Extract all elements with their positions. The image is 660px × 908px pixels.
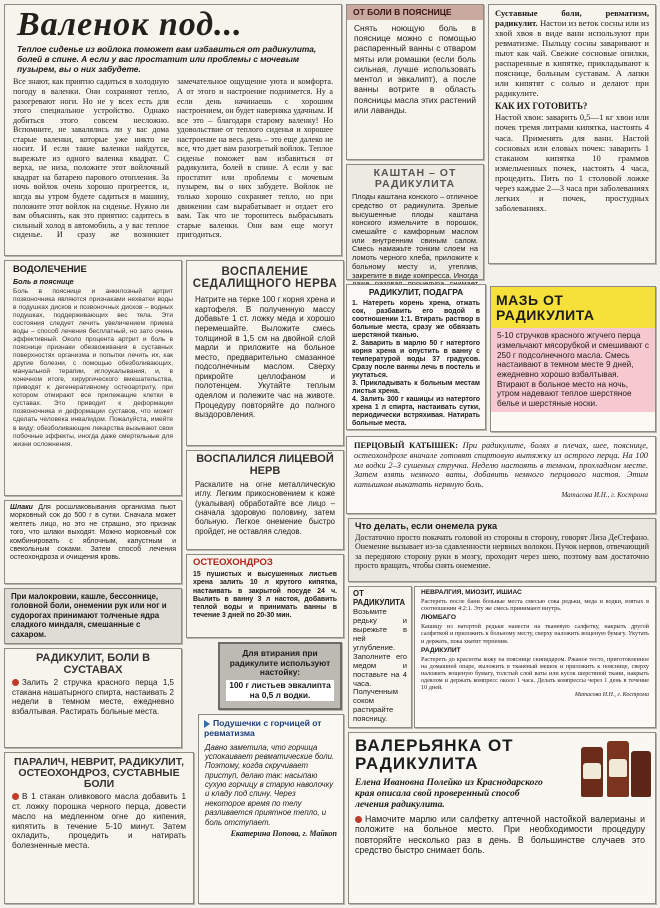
article-licevoy [186,450,344,550]
vertikal-title: ОТ РАДИКУЛИТА [353,589,406,607]
vtiranie-body: Для втирания при радикулите используют настойку: [229,648,331,678]
podagra-item: 1. Натереть корень хрена, отжать сок, разбавить его водой в соотношении 1:1. Втирать раствор в больные места, сразу же обвязать шерстяной тканью. [352,299,480,339]
nevralgia-body2: Кашицу из натертой редьки нанести на тканевую салфетку, накрыть другой салфеткой и приложить к больному месту, сверху наложить вощеную бумагу. Укутать и держать, пока хватит терпения. [421,623,649,645]
podushechki-signature: Екатерина Попова, г. Майкоп [230,828,337,838]
valeriana-body: Намочите марлю или салфетку аптечной настойкой валерианы и положите на больное место. При необходимости процедуру повторяйте несколько раз в день. В большинстве случаев это средство быстро снимает боль. [355,813,645,856]
podagra-title: РАДИКУЛИТ, ПОДАГРА [368,287,464,297]
malokrovie-body: При малокровии, кашле, бессоннице, головной боли, онемении рук или ног и судорогах принимают толченые ядра сладкого миндаля, смешанные с сахаром. [11,592,167,639]
vertikal-body: Возьмите редьку и вырежьте в ней углубление. Заполните его медом и поставьте на 4 часа. Полученным соком растирайте поясницу. [353,606,407,724]
osteo-title: ОСТЕОХОНДРОЗ [193,557,273,568]
paralich-title: ПАРАЛИЧ, НЕВРИТ, РАДИКУЛИТ, ОСТЕОХОНДРОЗ, СУСТАВНЫЕ БОЛИ [13,756,185,791]
article-sedalish [186,260,344,446]
bottle-icon [583,763,601,779]
sedalish-body: Натрите на терке 100 г корня хрена и картофеля. В полученную массу добавьте 1 ст. ложку меда и хорошо перемешайте. Выложите смесь толщиной в 1,5 см на двойной слой марли и приложите на больное место, предварительно смазанное подсолнечным маслом. Сверху прикройте целлофаном и полотенцем. Укутайте теплым одеялом и полежите час на животе. Процедуру повторяйте до полного выздоровления. [195,295,335,420]
kashtan-body: Плоды каштана конского – отличное средство от радикулита. Зрелые высушенные плоды каштана конского измельчите в порошок, смешайте с камфорным маслом или внутренним свиным салом. Смесь намажьте тонким слоем на ломоть черного хлеба, приложите к больному месту и, утеплив, закрепите в виде компресса. Иногда [352,192,478,280]
vodolechenie-body: Боль в пояснице и анкилозный артрит позвоночника являются признаками нехватки воды в подушках дисков и позвоночных дисков – водных подушках, поддерживающих вес тела. Эти состояния следует лечить увеличением приема воды – способ лечения бесплатный, но зато очень эффективный. Около процента артрит и боль в пояснице признаки обезвоживания в суставных поверхностях организма и попытки лечить их, как другие болезни, с помощью обезболивающих, мануальной терапии, иглоукалывания, и, в конечном итоге, хирургического вмешательства, приводят к дегенеративному остеоартриту, при котором отмирают все прилежащие клетки в суставах. Это приводит к деформации позвоночника и деформации суставов, что может сделать человека инвалидом. Пожалуйста, имейте в виду: обезболивающие лекарства вызывают свои побочные эффекты, иногда даже смертельные для жизни осложнения. [13,287,173,448]
article-podushechki [198,714,344,904]
article-shlaki [4,500,182,584]
podagra-item: 4. Залить 300 г кашицы из натертого хрена 1 л спирта, настаивать сутки, периодически встряхивая. Натирать больные места. [352,395,480,427]
article-onemela [348,518,656,582]
article-vtiranie [218,642,342,710]
article-malokrovie [4,588,182,644]
paralich-body: В 1 стакан оливкового масла добавить 1 ст. ложку порошка черного перца, довести масло на медленном огне до кипения, кипятить в течение 5-10 минут. Затем охладить, процедить и натирать болезненные места. [12,792,186,851]
bullet-dot-icon [12,793,19,800]
bottle-icon [609,759,627,777]
nevralgia-title3: РАДИКУЛИТ [421,646,461,654]
sosny-body: Снять ноющую боль в пояснице можно с помощью распаренный ванны с отваром мяты или ромашки (если боль сильная, лучше использовать ментол и эвкалипт), а после ванны вотрите в область поясницы масла этих растений или лаванды. [354,22,476,115]
maz-body: 5-10 стручков красного жгучего перца измельчают мясорубкой и смешивают с 250 г подсолнечного масла. Смесь настаивают в темном месте 9 дней, ежедневно хорошо взбалтывая. Втирают в больное место на ночь, утром надевают теплое шерстяное белье и шерстяные носки. [497,331,649,409]
nevralgia-title2: ЛЮМБАГО [421,614,456,622]
sustav-title: Суставные боли, ревматизм, радикулит. [495,8,649,29]
bullet-dot-icon [12,679,19,686]
article-valeriana [348,732,656,904]
article-osteo [186,554,344,638]
onemela-title: Что делать, если онемела рука [355,521,498,531]
perets-title: ПЕРЦОВЫЙ КАТЫШЕК: [354,441,458,450]
nevralgia-body3: Растереть до красноты кожу на пояснице скипидаром. Ржаное тесто, приготовленное на домашней опаре, выложить в тканевый мешок и приложить к пояснице, сверху наложить вощеную бумагу, толстый слой ваты или кусок шерстяной ткани, накрыть одеялом и держать компресс около 1 часа. Делать компрессы через 1 день в течение 10 дней. [421,655,649,692]
sustav-body2: Настой хвои: заварить 0,5—1 кг хвои или почек тремя литрами кипятка, настоять 4 часа. Применять для ванн. Настой сосновых или еловых почек: заварить 1 стаканом кипятка 10 граммов измельченных почек, настоять 4 часа, процедить. Пить по 1 столовой ложке через каждые 2—3 часа при заболеваниях легких и почек, простудных заболеваниях. [495,112,649,213]
bullet-dot-icon [355,816,362,823]
perets-signature: Матасова И.Н., г. Кострома [561,491,648,500]
maz-title: МАЗЬ ОТ РАДИКУЛИТА [491,287,655,328]
article-sustavy [4,648,182,748]
bottles-image [575,737,653,799]
valenok-body: Все знают, как приятно садиться в холодную погоду в валенки. Они сохраняют тепло, разогревают ноги. Но не у всех есть для этого специальное устройство. Однако добиться этого совсем несложно. Вспомните, не завалялись ли у вас дома старые валенки, которые уже никто не носит. И если такие валенки найдутся, вырежьте из одного валенка квадрат. С верха, не низа, положите этот войлочный квадрат на батарею парового отопления. За ночь войлок очень хорошо прогреется, и, когда вы утром будете садиться в машину, положите этот войлок на сиденье. Нужно ли вам объяснять, как это приятно: садитесь в сильный холод в автомобиль, а у вас теплое сиденье. И сразу же возникнет замечательное ощущение уюта и комфорта. А от этого и настроение поднимется. Ну а если день начинаешь с хорошим настроением, он будет наверняка удачным. И все это – благодаря старому валенку! Но удовольствие от теплого сиденья и хорошее настроение на весь день – это еще далеко не все, что дает вам разогретый войлок. Теплое сиденье поможет вам избавиться от радикулита, болей в спине. А если у вас простатит или проблемы с мочевым пузырем, вы о них забудете. Войлок не только хорошо сохраняет тепло, но при движении сам вырабатывает и отдает его вам. Так что не торопитесь выбрасывать старые валенки. Они вам еще могут пригодиться. [13,77,333,240]
article-perets [346,436,656,514]
bottle-icon [631,751,651,797]
shlaki-body: Для росшлаковывания организма пьют морковный сок до 500 г в сутки. Сначала может желтеть лицо, но это не страшно, это признак того, что шлаки выходят. Можно морковный сок комбинировать с яблочным, капустным и свекольным соками. Затем способ лечения остеохондроза и очищения кровь. [10,504,176,562]
kashtan-title: КАШТАН – ОТ РАДИКУЛИТА [373,167,457,191]
valeriana-lead: Елена Ивановна Полейко из Краснодарского края описала свой проверенный способ лечения радикулита. [355,776,543,810]
valenok-lead: Теплое сиденье из войлока поможет вам избавиться от радикулита, болей в спине. А если у вас простатит или проблемы с мочевым пузырем, вы о них забудете. [17,43,317,74]
sosny-title: ОТ БОЛИ В ПОЯСНИЦЕ [347,5,483,20]
sustavy-title: РАДИКУЛИТ, БОЛИ В СУСТАВАХ [35,652,151,676]
nevralgia-signature: Матасова И.Н., г. Кострома [574,691,649,698]
onemela-body: Достаточно просто покачать головой из стороны в сторону, говорят Лиза ДеСтефано. Онемение вызывает из-за сдавленности нервных волокон. Пучок нервов, отвечающий за переднюю сторону руки в мозгу, проходит через шею, поэтому вам достаточно просто вращать, чтобы снять онемение. [355,533,649,570]
nevralgia-title: НЕВРАЛГИЯ, МИОЗИТ, ИШИАС [421,589,522,596]
article-valenok [4,4,342,256]
article-vertikal [348,586,412,728]
podagra-item: 2. Заварить в марлю 50 г натертого корня хрена и опустить в ванну с температурой воды 37 градусов. Сразу после ванны лечь в постель и укутаться. [352,339,480,379]
sustavy-body: Залить 2 стручка красного перца 1,5 стакана нашатырного спирта, настаивать 2 недели в темном месте, ежедневно взбалтывая. Растирать больные места. [12,678,174,716]
article-kashtan [346,164,484,280]
vtiranie-highlight: 100 г листьев эвкалипта на 0,5 л водки. [226,680,334,701]
article-podagra [346,284,486,430]
sustav-body1: Настои из веток сосны или из хвой хвоя в виде ванн используют при ревматизме. Пыльцу сосны заваривают и пьют как чай. Свежие сосновые опилки, распаренные в кипятке, прикладывают к пояснице, больным суставам. А лапки или кипятят с солью и делают при радикулите. [495,18,649,99]
arrow-bullet-icon [204,720,210,728]
licevoy-title: ВОСПАЛИЛСЯ ЛИЦЕВОЙ НЕРВ [196,453,334,477]
valenok-title: Валенок под... [17,6,243,43]
vodolechenie-subtitle: Боль в пояснице [13,276,74,286]
vodolechenie-title: ВОДОЛЕЧЕНИЕ [13,264,87,275]
article-nevralgia [414,586,656,728]
article-vodolechenie [4,260,182,496]
podushechki-body: Давно заметила, что горчица успокаивает ревматические боли. Поэтому, когда скручивает приступ, делаю так: насыпаю сухую горчицу в старую наволочку и кладу под спину. Через некоторое время по телу разливается приятное тепло, и боль отступает. [205,742,335,827]
podagra-item: 3. Прикладывать к больным местам листья хрена. [352,379,480,395]
article-paralich [4,752,194,904]
article-sustavnye-boli [488,4,656,264]
article-maz [490,286,656,432]
sustav-subtitle: КАК ИХ ГОТОВИТЬ? [495,101,588,112]
valeriana-title: ВАЛЕРЬЯНКА ОТ РАДИКУЛИТА [355,736,514,773]
nevralgia-body: Растереть после бани больные места смесью сока редьки, меда и водки, взятых в соотношении 4:2:1. Эту же смесь принимают внутрь. [421,597,649,613]
article-sosny [346,4,484,160]
sedalish-title: ВОСПАЛЕНИЕ СЕДАЛИЩНОГО НЕРВА [192,266,338,291]
shlaki-title: Шлаки [10,504,33,511]
osteo-body: 15 пушистых и высушенных листьев хрена залить 10 л крутого кипятка, настаивать в закрытой посуде 24 ч. Вылить в ванну 3 л настоя, добавить теплой воды и принимать ванны в течение 3 дней по 20-30 мин. [193,570,337,620]
perets-body: При радикулите, болях в плечах, шее, пояснице, остеохондрозе вначале готовят спиртовую вытяжку из острого перца. На 100 мл водки 2–3 сушеных стручка. Неделю настоять в темном, прохладном месте. Затем взять немного ваты, добавить немного перцового настоя. Этим катышком выкатать нервную боль. [354,441,649,490]
licevoy-body: Раскалите на огне металлическую иглу. Легким прикосновением к коже (укалывая) обработайте все лицо – сначала здоровую половину, затем больную. Легкое онемение быстро пройдет, не оставляя следов. [195,480,335,536]
podushechki-title: Подушечки с горчицей от ревматизма [204,718,322,738]
